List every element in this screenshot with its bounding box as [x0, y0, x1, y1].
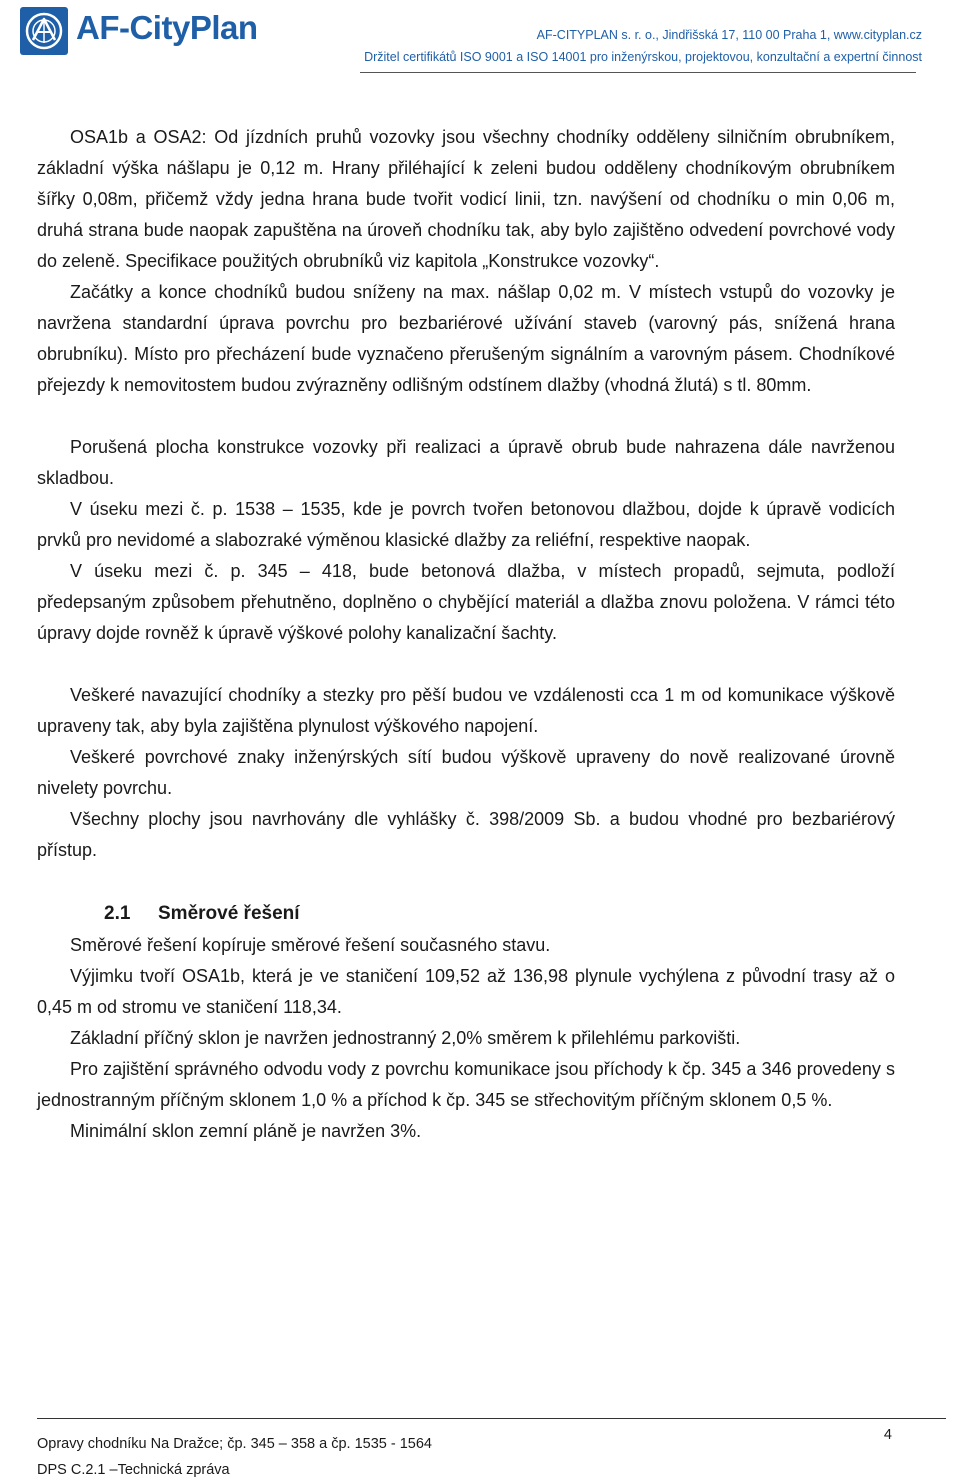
company-name: AF-CityPlan	[76, 9, 258, 46]
logo-emblem-icon	[20, 7, 68, 55]
footer-project: Opravy chodníku Na Dražce; čp. 345 – 358 a čp. 1535 - 1564	[37, 1436, 432, 1452]
paragraph: Porušená plocha konstrukce vozovky při realizaci a úpravě obrub bude nahrazena dále navrženou skladbou.	[37, 437, 895, 488]
paragraph: V úseku mezi č. p. 345 – 418, bude betonová dlažba, v místech propadů, sejmuta, podloží předepsaným způsobem přehutněno, doplněno o chybějící materiál a dlažba znovu položena. V rámci této úpravy dojde rovněž k úpravě výškové polohy kanalizační šachty.	[37, 561, 895, 643]
paragraph: Výjimku tvoří OSA1b, která je ve staničení 109,52 až 136,98 plynule vychýlena z původní trasy až o 0,45 m od stromu ve staničení 118,34.	[37, 966, 895, 1017]
paragraph: Veškeré povrchové znaky inženýrských sítí budou výškově upraveny do nově realizované úrovně nivelety povrchu.	[37, 747, 895, 798]
company-info	[364, 24, 922, 68]
section-number: 2.1	[104, 903, 131, 924]
paragraph: Veškeré navazující chodníky a stezky pro pěší budou ve vzdálenosti cca 1 m od komunikace výškově upraveny tak, aby byla zajištěna plynulost výškového napojení.	[37, 685, 895, 736]
section-title: Směrové řešení	[158, 903, 300, 924]
page-number: 4	[883, 1427, 892, 1443]
company-address: AF-CITYPLAN s. r. o., Jindřišská 17, 110 00 Praha 1, www.cityplan.cz	[536, 28, 922, 42]
paragraph: V úseku mezi č. p. 1538 – 1535, kde je povrch tvořen betonovou dlažbou, dojde k úpravě vodicích prvků pro nevidomé a slabozraké výměnou klasické dlažby za reliéfní, respektive naopak.	[37, 499, 895, 550]
paragraph: Všechny plochy jsou navrhovány dle vyhlášky č. 398/2009 Sb. a budou vhodné pro bezbariérový přístup.	[37, 809, 895, 860]
page-footer	[37, 1431, 432, 1483]
footer-divider	[37, 1418, 946, 1419]
spacer	[37, 649, 895, 680]
paragraph: Pro zajištění správného odvodu vody z povrchu komunikace jsou příchody k čp. 345 a 346 provedeny s jednostranným příčným sklonem 1,0 % a příchod k čp. 345 se střechovitým příčným sklonem 0,5 %.	[37, 1059, 895, 1110]
spacer	[37, 401, 895, 432]
paragraph: Začátky a konce chodníků budou sníženy na max. nášlap 0,02 m. V místech vstupů do vozovky je navržena standardní úprava povrchu pro bezbariérové užívání staveb (varovný pás, snížená hrana obrubníku). Místo pro přecházení bude vyznačeno přerušeným signálním a varovným pásem. Chodníkové přejezdy k nemovitostem budou zvýrazněny odlišným odstínem dlažby (vhodná žlutá) s tl. 80mm.	[37, 282, 895, 395]
footer-document: DPS C.2.1 –Technická zpráva	[37, 1462, 230, 1478]
section-heading	[37, 897, 895, 930]
header-divider	[360, 72, 916, 73]
company-certificates: Držitel certifikátů ISO 9001 a ISO 14001 pro inženýrskou, projektovou, konzultační a expertní činnost	[364, 50, 922, 64]
company-logo-icon	[20, 7, 68, 55]
paragraph: Minimální sklon zemní pláně je navržen 3%.	[70, 1121, 422, 1141]
paragraph: Základní příčný sklon je navržen jednostranný 2,0% směrem k přilehlému parkovišti.	[70, 1028, 741, 1048]
paragraph: OSA1b a OSA2: Od jízdních pruhů vozovky jsou všechny chodníky odděleny silničním obrubníkem, základní výška nášlapu je 0,12 m. Hrany přiléhající k zeleni budou odděleny chodníkovým obrubníkem šířky 0,08m, přičemž vždy jedna hrana bude tvořit vodicí linii, tzn. navýšení od chodníku o min 0,06 m, druhá strana bude naopak zapuštěna na úroveň chodníku tak, aby bylo zajištěno odvedení povrchové vody do zeleně. Specifikace použitých obrubníků viz kapitola „Konstrukce vozovky“.	[37, 127, 895, 271]
page-header	[0, 0, 960, 76]
paragraph: Směrové řešení kopíruje směrové řešení současného stavu.	[70, 935, 551, 955]
spacer	[37, 866, 895, 897]
document-body	[37, 122, 895, 1147]
